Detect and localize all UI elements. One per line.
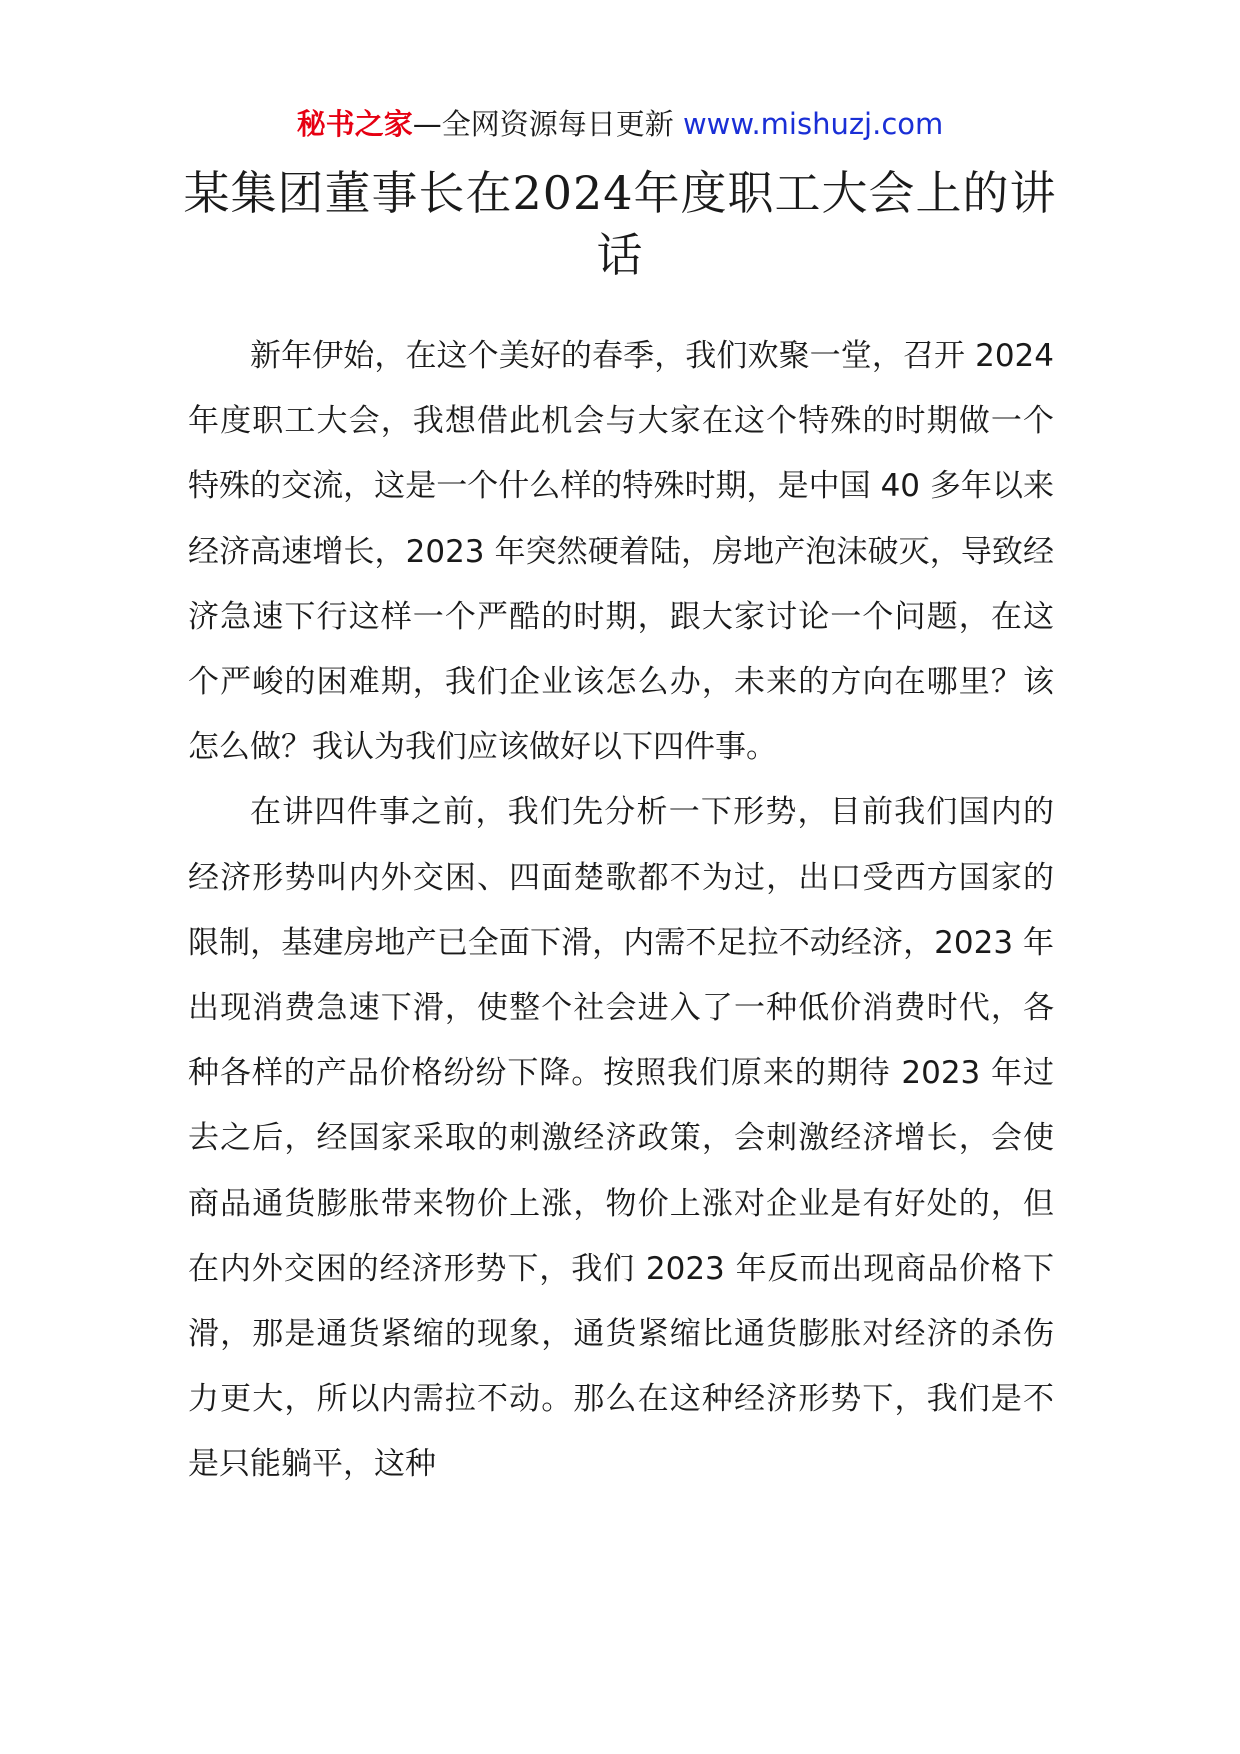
document-body — [188, 324, 1054, 1498]
brand-name: 秘书之家 — [296, 107, 413, 141]
paragraph: 在讲四件事之前，我们先分析一下形势，目前我们国内的经济形势叫内外交困、四面楚歌都不为过，出口受西方国家的限制，基建房地产已全面下滑，内需不足拉不动经济，2023 年出现消费急速下滑，使整个社会进入了一种低价消费时代，各种各样的产品价格纷纷下降。按照我们原来的期待 2023 年过去之后，经国家采取的刺激经济政策，会刺激经济增长，会使商品通货膨胀带来物价上涨，物价上涨对企业是有好处的，但在内外交困的经济形势下，我们 2023 年反而出现商品价格下滑，那是通货紧缩的现象，通货紧缩比通货膨胀对经济的杀伤力更大，所以内需拉不动。那么在这种经济形势下，我们是不是只能躺平，这种 — [188, 794, 1054, 1483]
title-year: 2024 — [512, 166, 634, 220]
paragraph: 新年伊始，在这个美好的春季，我们欢聚一堂，召开 2024 年度职工大会，我想借此机会与大家在这个特殊的时期做一个特殊的交流，这是一个什么样的特殊时期，是中国 40 多年以来经济高速增长，2023 年突然硬着陆，房地产泡沫破灭，导致经济急速下行这样一个严酷的时期，跟大家讨论一个问题，在这个严峻的困难期，我们企业该怎么办，未来的方向在哪里？该怎么做？我认为我们应该做好以下四件事。 — [188, 338, 1054, 766]
title-part-2: 年度职工大会上的讲话 — [596, 166, 1057, 282]
site-url-link[interactable]: www.mishuzj.com — [682, 107, 944, 141]
document-title — [180, 162, 1060, 286]
title-part-1: 某集团董事长在 — [183, 166, 513, 220]
site-header — [0, 104, 1240, 144]
header-tagline: —全网资源每日更新 — [412, 107, 683, 141]
